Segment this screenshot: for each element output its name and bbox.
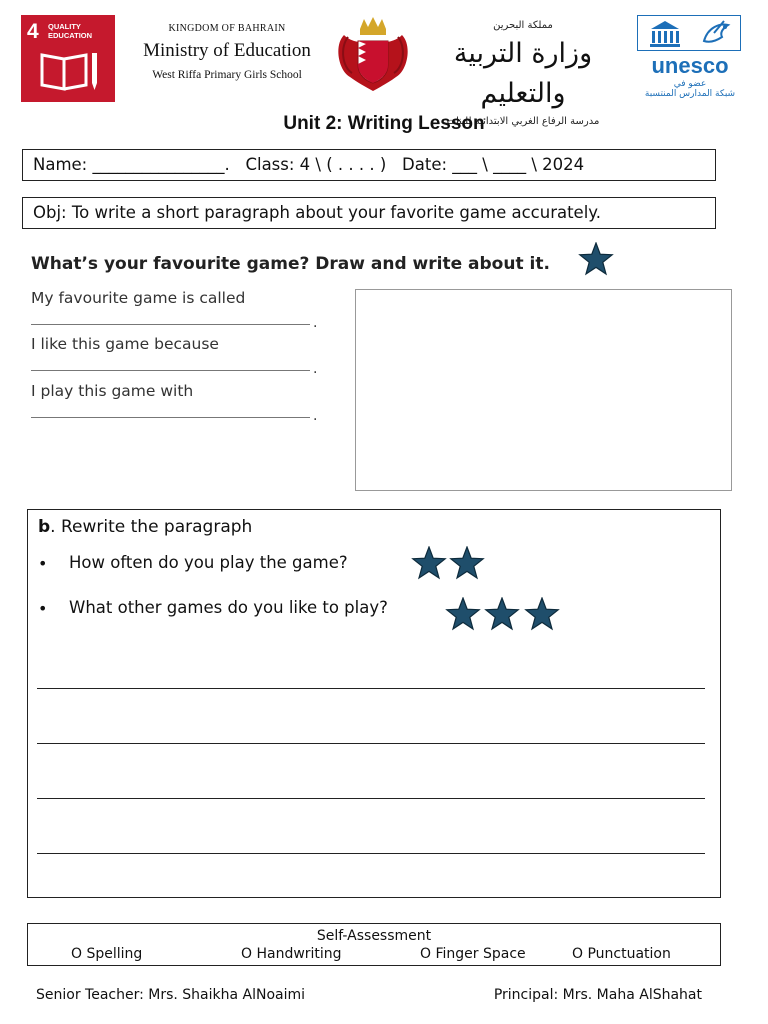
- section-b-heading-text: . Rewrite the paragraph: [50, 517, 253, 537]
- prompt-play-with: I play this game with: [31, 382, 194, 400]
- unesco-wordmark: unesco: [651, 53, 729, 78]
- drawing-area[interactable]: [355, 289, 732, 491]
- line-end-dot: .: [313, 315, 318, 331]
- arabic-kingdom: مملكة البحرين: [493, 20, 553, 31]
- senior-teacher-signature: Senior Teacher: Mrs. Shaikha AlNoaimi: [36, 987, 306, 1003]
- bullet-icon: •: [38, 599, 48, 618]
- unesco-logo: [637, 15, 743, 101]
- difficulty-star-icon: [484, 597, 520, 631]
- unesco-arabic-member: عضو في: [673, 79, 707, 89]
- checkbox-finger-space[interactable]: O Finger Space: [420, 946, 526, 962]
- writing-line-2[interactable]: [37, 743, 705, 744]
- student-info-field[interactable]: Name: ________________. Class: 4 \ ( . . . . ) Date: ___ \ ____ \ 2024: [22, 149, 716, 181]
- unesco-arabic-network: شبكة المدارس المنتسبة: [644, 89, 736, 99]
- section-a-question: What’s your favourite game? Draw and write about it.: [31, 254, 550, 274]
- bullet-how-often: How often do you play the game?: [69, 553, 348, 572]
- writing-line-1[interactable]: [37, 688, 705, 689]
- checkbox-handwriting[interactable]: O Handwriting: [241, 946, 342, 962]
- difficulty-star-icon: [445, 597, 481, 631]
- difficulty-star-icon: [449, 546, 485, 580]
- difficulty-star-icon: [411, 546, 447, 580]
- writing-line-3[interactable]: [37, 798, 705, 799]
- checkbox-spelling[interactable]: O Spelling: [71, 946, 143, 962]
- arabic-header: [418, 18, 628, 127]
- answer-line-1[interactable]: [31, 324, 310, 325]
- ministry-name: Ministry of Education: [143, 40, 311, 61]
- bahrain-emblem-icon: [336, 15, 410, 93]
- unesco-temple-icon: [640, 17, 690, 50]
- arabic-school: مدرسة الرفاع الغربي الابتدائية للبنات: [446, 116, 600, 127]
- checkbox-punctuation[interactable]: O Punctuation: [572, 946, 671, 962]
- line-end-dot: .: [313, 408, 318, 424]
- unesco-emblem: [637, 15, 741, 51]
- self-assessment-title: Self-Assessment: [316, 928, 432, 944]
- self-assessment-box: [27, 923, 721, 966]
- objective-box: Obj: To write a short paragraph about your favorite game accurately.: [22, 197, 716, 229]
- difficulty-star-icon: [578, 242, 614, 276]
- school-name: West Riffa Primary Girls School: [152, 69, 302, 81]
- section-b-box: [27, 509, 721, 898]
- sdg-label: QUALITY EDUCATION: [48, 22, 93, 40]
- principal-signature: Principal: Mrs. Maha AlShahat: [493, 987, 702, 1003]
- sdg-number: 4: [27, 20, 39, 43]
- line-end-dot: .: [313, 361, 318, 377]
- prompt-favourite-game: My favourite game is called: [31, 289, 246, 307]
- arabic-ministry: وزارة التربية والتعليم: [453, 38, 593, 109]
- prompt-like-because: I like this game because: [31, 335, 219, 353]
- sdg-4-logo: [21, 15, 115, 102]
- section-b-heading: [38, 516, 252, 538]
- book-pencil-icon: [38, 49, 100, 93]
- difficulty-star-icon: [524, 597, 560, 631]
- section-b-label: b: [38, 517, 51, 537]
- answer-line-3[interactable]: [31, 417, 310, 418]
- kingdom-label: KINGDOM OF BAHRAIN: [168, 23, 286, 34]
- bullet-other-games: What other games do you like to play?: [69, 598, 388, 617]
- page-title: Unit 2: Writing Lesson: [283, 113, 485, 134]
- ministry-header: [120, 22, 334, 84]
- writing-line-4[interactable]: [37, 853, 705, 854]
- answer-line-2[interactable]: [31, 370, 310, 371]
- aspnet-dove-icon: [694, 17, 738, 50]
- bullet-icon: •: [38, 554, 48, 573]
